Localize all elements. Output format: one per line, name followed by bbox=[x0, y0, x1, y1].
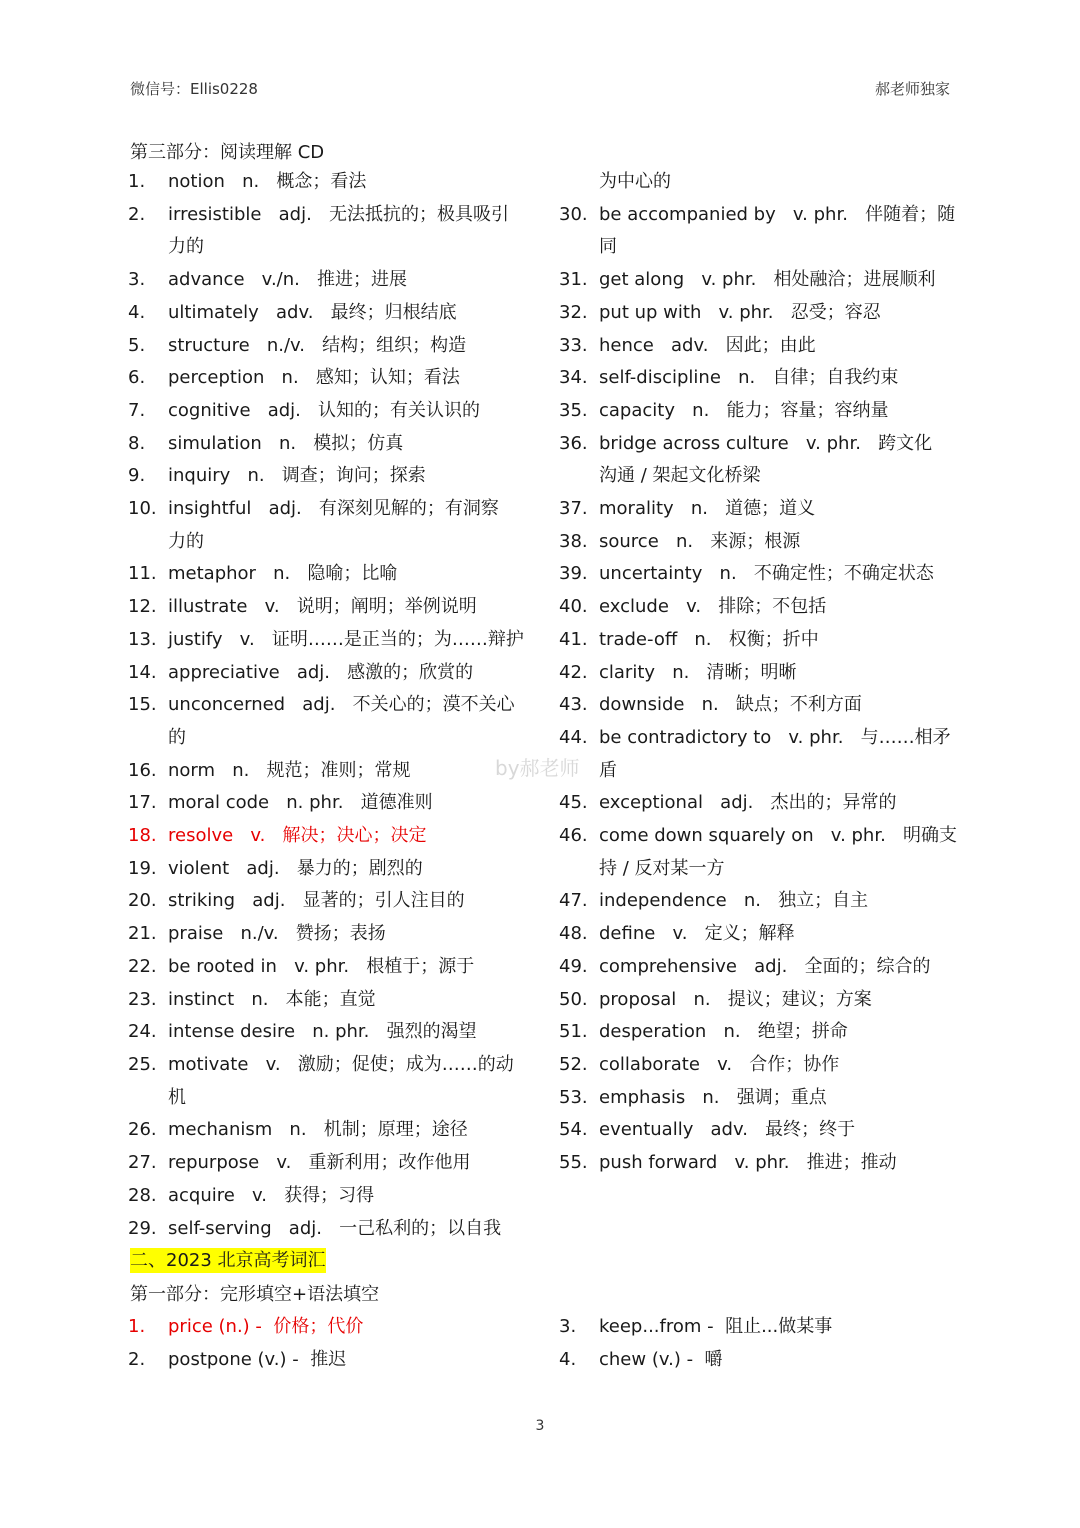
item-number: 41. bbox=[559, 628, 588, 650]
item-text: inquiry n. 调查；询问；探索 bbox=[168, 465, 426, 487]
item-number: 4. bbox=[559, 1348, 577, 1370]
vocab-item bbox=[559, 297, 959, 330]
vocab-item bbox=[559, 787, 959, 820]
vocab-item bbox=[559, 1049, 959, 1082]
item-number: 49. bbox=[559, 955, 588, 977]
item-text: instinct n. 本能；直觉 bbox=[168, 988, 376, 1010]
item-number: 34. bbox=[559, 367, 588, 389]
vocab-item bbox=[559, 951, 959, 984]
vocab-item bbox=[128, 1213, 528, 1246]
item-number: 6. bbox=[128, 367, 146, 389]
item-number: 38. bbox=[559, 530, 588, 552]
item-text: striking adj. 显著的；引人注目的 bbox=[168, 890, 465, 912]
item-number: 23. bbox=[128, 988, 157, 1010]
vocab-item bbox=[128, 787, 528, 820]
vocab-item bbox=[559, 362, 959, 395]
vocab-item bbox=[128, 591, 528, 624]
item-text: acquire v. 获得；习得 bbox=[168, 1184, 375, 1206]
item-number: 32. bbox=[559, 301, 588, 323]
item-text: intense desire n. phr. 强烈的渴望 bbox=[168, 1021, 477, 1043]
item-number: 3. bbox=[128, 269, 146, 291]
item-text: downside n. 缺点；不利方面 bbox=[599, 694, 862, 716]
item-text: violent adj. 暴力的；剧烈的 bbox=[168, 857, 423, 879]
vocab-column-left bbox=[128, 166, 528, 1245]
item-number: 19. bbox=[128, 857, 157, 879]
item-text: uncertainty n. 不确定性；不确定状态 bbox=[599, 563, 934, 585]
item-text: ultimately adv. 最终；归根结底 bbox=[168, 301, 457, 323]
item-text: structure n./v. 结构；组织；构造 bbox=[168, 334, 467, 356]
item-number: 12. bbox=[128, 596, 157, 618]
item-text: illustrate v. 说明；阐明；举例说明 bbox=[168, 596, 477, 618]
vocab-item bbox=[128, 1311, 528, 1344]
item-text: advance v./n. 推进；进展 bbox=[168, 269, 408, 291]
vocab-item bbox=[128, 264, 528, 297]
item-text: exceptional adj. 杰出的；异常的 bbox=[599, 792, 897, 814]
vocab-item bbox=[128, 885, 528, 918]
item-continuation: 沟通 / 架起文化桥梁 bbox=[599, 465, 761, 487]
page-number: 3 bbox=[535, 1418, 545, 1434]
item-text: justify v. 证明……是正当的；为……辩护 bbox=[168, 628, 524, 650]
header-wechat-id: 微信号：Ellis0228 bbox=[130, 80, 258, 98]
vocab-item bbox=[559, 395, 959, 428]
vocab-item bbox=[128, 493, 528, 558]
item-number: 29. bbox=[128, 1217, 157, 1239]
item-text: morality n. 道德；道义 bbox=[599, 498, 816, 520]
item-number: 39. bbox=[559, 563, 588, 585]
item-continuation: 力的 bbox=[168, 530, 204, 552]
section2-column-left bbox=[128, 1311, 528, 1376]
vocab-item bbox=[128, 951, 528, 984]
item-text: norm n. 规范；准则；常规 bbox=[168, 759, 411, 781]
item-number: 11. bbox=[128, 563, 157, 585]
item-number: 21. bbox=[128, 923, 157, 945]
item-number: 33. bbox=[559, 334, 588, 356]
item-number: 30. bbox=[559, 203, 588, 225]
item-text: be contradictory to v. phr. 与……相矛 bbox=[599, 726, 951, 748]
vocab-item bbox=[128, 1147, 528, 1180]
vocab-item bbox=[128, 395, 528, 428]
vocab-item bbox=[128, 820, 528, 853]
vocab-item bbox=[559, 820, 959, 885]
vocab-item bbox=[559, 493, 959, 526]
item-number: 2. bbox=[128, 203, 146, 225]
vocab-item bbox=[559, 1114, 959, 1147]
item-number: 3. bbox=[559, 1316, 577, 1337]
item-text: repurpose v. 重新利用；改作他用 bbox=[168, 1152, 471, 1174]
item-number: 4. bbox=[128, 301, 146, 323]
item-text: insightful adj. 有深刻见解的；有洞察 bbox=[168, 498, 499, 520]
header-author-label: 郝老师独家 bbox=[874, 80, 950, 98]
item-number: 22. bbox=[128, 955, 157, 977]
item-number: 31. bbox=[559, 269, 588, 291]
vocab-item bbox=[559, 918, 959, 951]
item-number: 7. bbox=[128, 399, 146, 421]
section-title: 第三部分：阅读理解 CD bbox=[130, 142, 325, 163]
item-number: 51. bbox=[559, 1021, 588, 1043]
item-text: be rooted in v. phr. 根植于；源于 bbox=[168, 955, 475, 977]
vocab-item bbox=[559, 330, 959, 363]
item-number: 2. bbox=[128, 1348, 146, 1370]
item-number: 14. bbox=[128, 661, 157, 683]
item-text: proposal n. 提议；建议；方案 bbox=[599, 988, 872, 1010]
item-continuation: 同 bbox=[599, 236, 617, 258]
item-text: clarity n. 清晰；明晰 bbox=[599, 661, 797, 683]
item-text: resolve v. 解决；决心；决定 bbox=[168, 825, 427, 847]
vocab-item bbox=[128, 984, 528, 1017]
item-number: 50. bbox=[559, 988, 588, 1010]
item-text: irresistible adj. 无法抵抗的；极具吸引 bbox=[168, 203, 509, 225]
item-number: 1. bbox=[128, 171, 146, 192]
item-number: 20. bbox=[128, 890, 157, 912]
vocab-column-right bbox=[559, 166, 959, 1180]
item-continuation: 的 bbox=[168, 726, 186, 748]
item-text: bridge across culture v. phr. 跨文化 bbox=[599, 432, 933, 454]
item-text: chew (v.) - 嚼 bbox=[599, 1348, 723, 1370]
item-number: 10. bbox=[128, 498, 157, 520]
vocab-item bbox=[559, 428, 959, 493]
item-text: praise n./v. 赞扬；表扬 bbox=[168, 923, 386, 945]
vocab-item bbox=[559, 558, 959, 591]
item-text: collaborate v. 合作；协作 bbox=[599, 1053, 840, 1075]
item-text: perception n. 感知；认知；看法 bbox=[168, 367, 460, 389]
item-text: notion n. 概念；看法 bbox=[168, 171, 367, 192]
section2-heading-text: 二、2023 北京高考词汇 bbox=[130, 1250, 326, 1271]
item-number: 36. bbox=[559, 432, 588, 454]
section2-subtitle: 第一部分：完形填空+语法填空 bbox=[130, 1284, 380, 1305]
vocab-item bbox=[128, 1114, 528, 1147]
item-continuation: 盾 bbox=[599, 759, 617, 781]
item-text: desperation n. 绝望；拼命 bbox=[599, 1021, 848, 1043]
item-continuation: 持 / 反对某一方 bbox=[599, 857, 725, 879]
item-number: 8. bbox=[128, 432, 146, 454]
item-text: put up with v. phr. 忍受；容忍 bbox=[599, 301, 881, 323]
vocab-item bbox=[559, 1082, 959, 1115]
item-text: be accompanied by v. phr. 伴随着；随 bbox=[599, 203, 956, 225]
item-number: 16. bbox=[128, 759, 157, 781]
item-text: self-serving adj. 一己私利的；以自我 bbox=[168, 1217, 502, 1239]
item-number: 25. bbox=[128, 1053, 157, 1075]
item-number: 26. bbox=[128, 1119, 157, 1141]
vocab-item bbox=[559, 1147, 959, 1180]
item-text: capacity n. 能力；容量；容纳量 bbox=[599, 399, 889, 421]
item-continuation: 力的 bbox=[168, 236, 204, 258]
item-number: 15. bbox=[128, 694, 157, 716]
item-number: 43. bbox=[559, 694, 588, 716]
item-number: 17. bbox=[128, 792, 157, 814]
vocab-item bbox=[128, 460, 528, 493]
item-text: trade-off n. 权衡；折中 bbox=[599, 628, 819, 650]
item-text: price (n.) - 价格；代价 bbox=[168, 1316, 364, 1337]
vocab-item bbox=[128, 755, 528, 788]
vocab-item bbox=[128, 362, 528, 395]
item-text: emphasis n. 强调；重点 bbox=[599, 1086, 827, 1108]
vocab-item bbox=[128, 1344, 528, 1377]
section2-heading bbox=[130, 1246, 326, 1272]
item-number: 9. bbox=[128, 465, 146, 487]
vocab-item bbox=[128, 657, 528, 690]
item-text: metaphor n. 隐喻；比喻 bbox=[168, 563, 398, 585]
vocab-item bbox=[128, 428, 528, 461]
vocab-item bbox=[128, 1180, 528, 1213]
item-number: 44. bbox=[559, 726, 588, 748]
vocab-item bbox=[559, 885, 959, 918]
vocab-item bbox=[128, 624, 528, 657]
vocab-item bbox=[559, 1311, 959, 1344]
item-number: 46. bbox=[559, 825, 588, 847]
item-text: independence n. 独立；自主 bbox=[599, 890, 869, 912]
item-number: 45. bbox=[559, 792, 588, 814]
vocab-item bbox=[128, 199, 528, 264]
item-text: motivate v. 激励；促使；成为……的动机 bbox=[168, 1053, 514, 1108]
vocab-item bbox=[128, 853, 528, 886]
vocab-item bbox=[559, 657, 959, 690]
vocab-item bbox=[559, 984, 959, 1017]
vocab-item bbox=[559, 624, 959, 657]
watermark: by郝老师 bbox=[495, 756, 580, 780]
item-number: 52. bbox=[559, 1053, 588, 1075]
item-number: 37. bbox=[559, 498, 588, 520]
vocab-item bbox=[128, 297, 528, 330]
vocab-item bbox=[559, 199, 959, 264]
vocab-item bbox=[559, 526, 959, 559]
vocab-item bbox=[128, 1016, 528, 1049]
item-text: simulation n. 模拟；仿真 bbox=[168, 432, 404, 454]
item-text: unconcerned adj. 不关心的；漠不关心 bbox=[168, 694, 515, 716]
item-text: mechanism n. 机制；原理；途径 bbox=[168, 1119, 468, 1141]
item-number: 1. bbox=[128, 1316, 146, 1337]
vocab-item bbox=[559, 591, 959, 624]
item-text: come down squarely on v. phr. 明确支 bbox=[599, 825, 957, 847]
vocab-item bbox=[128, 1049, 528, 1114]
vocab-item bbox=[559, 722, 959, 787]
item-number: 18. bbox=[128, 825, 157, 847]
vocab-item bbox=[128, 918, 528, 951]
item-text: keep...from - 阻止...做某事 bbox=[599, 1316, 833, 1337]
item-text: moral code n. phr. 道德准则 bbox=[168, 792, 433, 814]
item-number: 47. bbox=[559, 890, 588, 912]
item-text: self-discipline n. 自律；自我约束 bbox=[599, 367, 899, 389]
item-text: postpone (v.) - 推迟 bbox=[168, 1348, 347, 1370]
item-text: cognitive adj. 认知的；有关认识的 bbox=[168, 399, 481, 421]
item-number: 5. bbox=[128, 334, 146, 356]
item-text: eventually adv. 最终；终于 bbox=[599, 1119, 856, 1141]
vocab-item bbox=[128, 689, 528, 754]
vocab-item bbox=[128, 558, 528, 591]
vocab-item bbox=[128, 166, 528, 199]
item-number: 42. bbox=[559, 661, 588, 683]
vocab-item bbox=[559, 264, 959, 297]
item-text: appreciative adj. 感激的；欣赏的 bbox=[168, 661, 474, 683]
item-text: define v. 定义；解释 bbox=[599, 923, 795, 945]
item-number: 54. bbox=[559, 1119, 588, 1141]
item-number: 53. bbox=[559, 1086, 588, 1108]
item-text: comprehensive adj. 全面的；综合的 bbox=[599, 955, 931, 977]
vocab-item bbox=[559, 1016, 959, 1049]
item-number: 48. bbox=[559, 923, 588, 945]
item-text: exclude v. 排除；不包括 bbox=[599, 596, 827, 618]
vocab-item bbox=[559, 689, 959, 722]
item-number: 35. bbox=[559, 399, 588, 421]
item-text: hence adv. 因此；由此 bbox=[599, 334, 816, 356]
item-number: 28. bbox=[128, 1184, 157, 1206]
vocab-item bbox=[559, 1344, 959, 1377]
item-text: source n. 来源；根源 bbox=[599, 530, 801, 552]
item-number: 40. bbox=[559, 596, 588, 618]
section2-column-right bbox=[559, 1311, 959, 1376]
item-number: 24. bbox=[128, 1021, 157, 1043]
vocab-item bbox=[128, 330, 528, 363]
item-text: push forward v. phr. 推进；推动 bbox=[599, 1152, 897, 1174]
item-number: 13. bbox=[128, 628, 157, 650]
continuation-line: 为中心的 bbox=[599, 171, 671, 192]
item-text: get along v. phr. 相处融洽；进展顺利 bbox=[599, 269, 936, 291]
item-number: 27. bbox=[128, 1152, 157, 1174]
item-number: 55. bbox=[559, 1152, 588, 1174]
